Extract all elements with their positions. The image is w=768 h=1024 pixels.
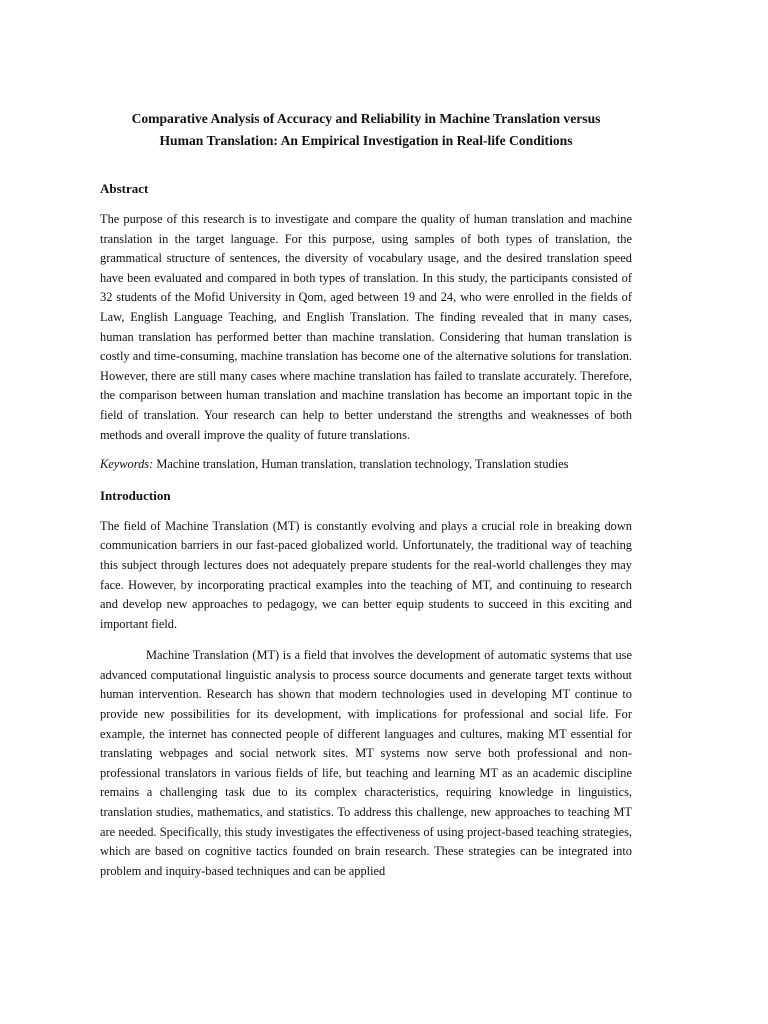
introduction-paragraph-2: Machine Translation (MT) is a field that involves the development of automatic systems that use advanced computational linguistic analysis to process source documents and generate target texts without human intervention. Research has shown that modern technologies used in developing MT continue to provide new possibilities for its development, with implications for professional and social life. For example, the internet has connected people of different languages and cultures, making MT essential for translating webpages and social network sites. MT systems now serve both professional and non-professional translators in various fields of life, but teaching and learning MT as an academic discipline remains a challenging task due to its complex characteristics, requiring knowledge in linguistics, translation studies, mathematics, and statistics. To address this challenge, new approaches to teaching MT are needed. Specifically, this study investigates the effectiveness of using project-based teaching strategies, which are based on cognitive tactics founded on brain research. These strategies can be integrated into problem and inquiry-based techniques and can be applied	[100, 648, 632, 878]
introduction-paragraph-1: The field of Machine Translation (MT) is constantly evolving and plays a crucial role in breaking down communication barriers in our fast-paced globalized world. Unfortunately, the traditional way of teaching this subject through lectures does not adequately prepare students for the real-world challenges they may face. However, by incorporating practical examples into the teaching of MT, and continuing to research and develop new approaches to pedagogy, we can better equip students to succeed in this exciting and important field.	[100, 518, 632, 631]
paper-title-line-1: Comparative Analysis of Accuracy and Reliability in Machine Translation versus	[131, 111, 601, 126]
paper-title	[100, 108, 632, 152]
abstract-paragraph: The purpose of this research is to investigate and compare the quality of human translation and machine translation in the target language. For this purpose, using samples of both types of translation, the grammatical structure of sentences, the diversity of vocabulary usage, and the desired translation speed have been evaluated and compared in both types of translation. In this study, the participants consisted of 32 students of the Mofid University in Qom, aged between 19 and 24, who were enrolled in the fields of Law, English Language Teaching, and English Translation. The finding revealed that in many cases, human translation has performed better than machine translation. Considering that human translation is costly and time-consuming, machine translation has become one of the alternative solutions for translation. However, there are still many cases where machine translation has failed to translate accurately. Therefore, the comparison between human translation and machine translation has become an important topic in the field of translation. Your research can help to better understand the strengths and weaknesses of both methods and overall improve the quality of future translations.	[100, 212, 632, 442]
paper-title-line-2: Human Translation: An Empirical Investigation in Real-life Conditions	[159, 133, 573, 148]
keywords-line	[100, 455, 632, 475]
introduction-heading: Introduction	[100, 487, 171, 503]
abstract-heading: Abstract	[100, 181, 149, 196]
keywords-label: Keywords:	[100, 457, 154, 472]
document-page	[100, 108, 632, 881]
keywords-text: Machine translation, Human translation, translation technology, Translation studies	[153, 457, 569, 472]
